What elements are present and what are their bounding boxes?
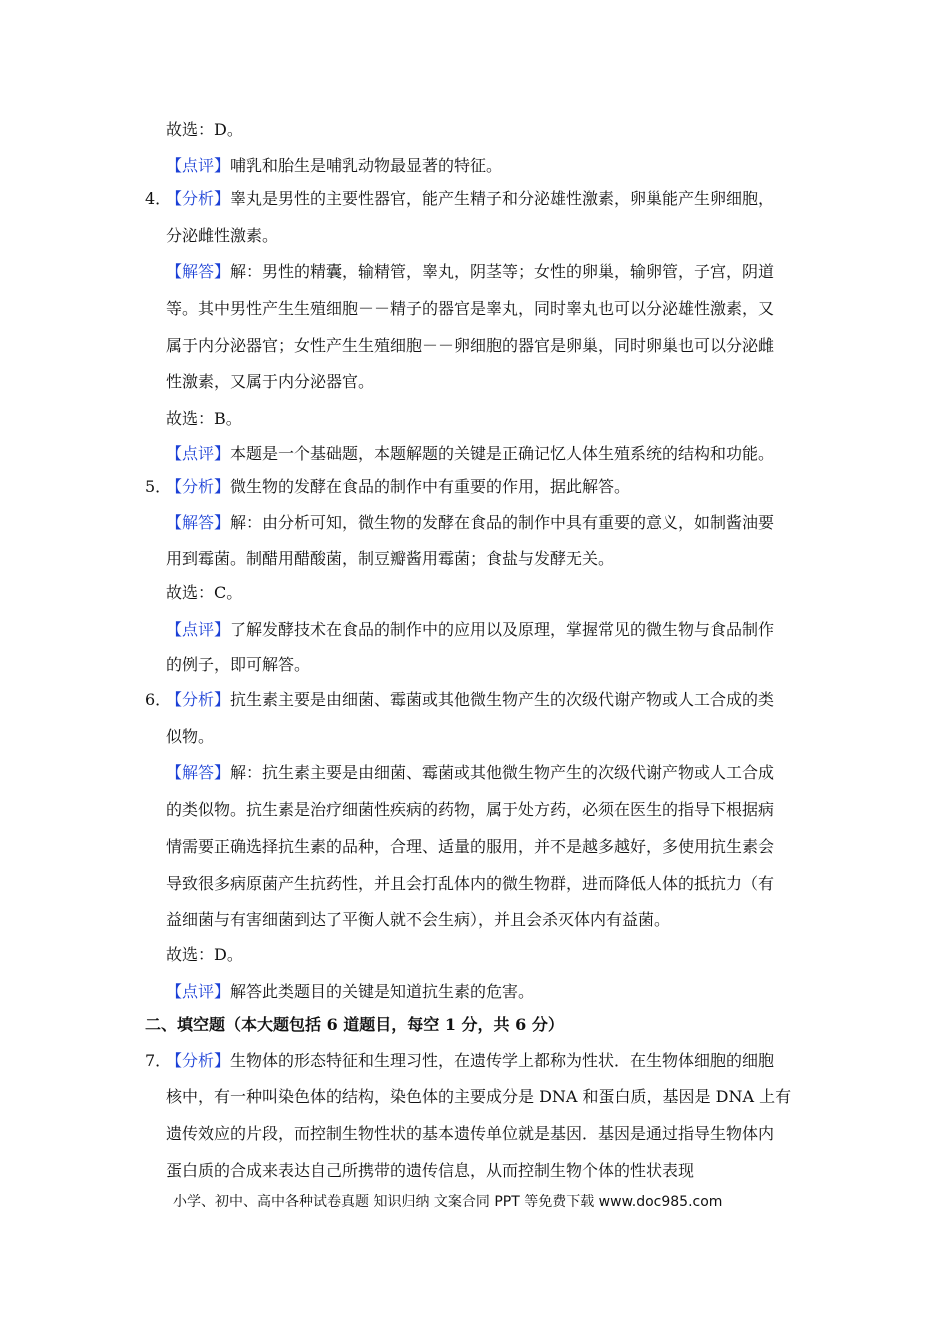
answer-text: 解：抗生素主要是由细菌、霉菌或其他微生物产生的次级代谢产物或人工合成 (230, 763, 775, 782)
comment-tag: 【点评】 (166, 156, 231, 175)
comment-text: 哺乳和胎生是哺乳动物最显著的特征。 (230, 156, 503, 175)
analysis-text: 睾丸是男性的主要性器官，能产生精子和分泌雄性激素，卵巢能产生卵细胞， (230, 189, 775, 208)
answer-tag: 【解答】 (166, 262, 231, 281)
comment-text: 本题是一个基础题，本题解题的关键是正确记忆人体生殖系统的结构和功能。 (230, 444, 775, 463)
analysis-text: 生物体的形态特征和生理习性，在遗传学上都称为性状．在生物体细胞的细胞 (230, 1051, 775, 1070)
answer-text: 解：男性的精囊，输精管，睾丸，阴茎等；女性的卵巢，输卵管，子宫，阴道 (230, 262, 775, 281)
analysis-tag: 【分析】 (166, 1051, 231, 1070)
comment-text: 解答此类题目的关键是知道抗生素的危害。 (230, 982, 535, 1001)
q7-analysis-cont: 蛋白质的合成来表达自己所携带的遗传信息，从而控制生物个体的性状表现 (166, 1161, 695, 1180)
q3-choice: 故选：D。 (166, 120, 243, 139)
question-number: 5． (145, 477, 172, 496)
q3-comment (166, 156, 502, 176)
question-number: 7． (145, 1051, 172, 1070)
analysis-tag: 【分析】 (166, 189, 231, 208)
q6-answer-cont: 导致很多病原菌产生抗药性，并且会打乱体内的微生物群，进而降低人体的抵抗力（有 (166, 874, 775, 893)
q6-comment (166, 982, 534, 1002)
q5-answer-cont: 用到霉菌。制醋用醋酸菌，制豆瓣酱用霉菌；食盐与发酵无关。 (166, 549, 615, 568)
comment-tag: 【点评】 (166, 444, 231, 463)
q7-analysis (166, 1051, 774, 1071)
answer-tag: 【解答】 (166, 763, 231, 782)
analysis-text: 抗生素主要是由细菌、霉菌或其他微生物产生的次级代谢产物或人工合成的类 (230, 690, 775, 709)
q5-analysis (166, 477, 630, 497)
analysis-tag: 【分析】 (166, 690, 231, 709)
q4-choice: 故选：B。 (166, 409, 242, 428)
analysis-tag: 【分析】 (166, 477, 231, 496)
answer-text: 解：由分析可知，微生物的发酵在食品的制作中具有重要的意义，如制酱油要 (230, 513, 775, 532)
q4-analysis (166, 189, 774, 209)
q4-answer (166, 262, 774, 282)
q5-answer (166, 513, 774, 533)
comment-tag: 【点评】 (166, 620, 231, 639)
q7-analysis-cont: 遗传效应的片段，而控制生物性状的基本遗传单位就是基因．基因是通过指导生物体内 (166, 1124, 775, 1143)
q6-answer-cont: 情需要正确选择抗生素的品种，合理、适量的服用，并不是越多越好，多使用抗生素会 (166, 837, 775, 856)
comment-text: 了解发酵技术在食品的制作中的应用以及原理，掌握常见的微生物与食品制作 (230, 620, 775, 639)
question-number: 4． (145, 189, 172, 208)
analysis-text: 微生物的发酵在食品的制作中有重要的作用，据此解答。 (230, 477, 631, 496)
q5-comment-cont: 的例子，即可解答。 (166, 655, 311, 674)
page-footer: 小学、初中、高中各种试卷真题 知识归纳 文案合同 PPT 等免费下载 www.doc985.com (173, 1194, 723, 1210)
q4-answer-cont: 等。其中男性产生生殖细胞－－精子的器官是睾丸，同时睾丸也可以分泌雄性激素，又 (166, 299, 775, 318)
q6-answer-cont: 益细菌与有害细菌到达了平衡人就不会生病），并且会杀灭体内有益菌。 (166, 910, 671, 929)
q4-comment (166, 444, 774, 464)
q6-choice: 故选：D。 (166, 945, 243, 964)
q4-answer-cont: 性激素，又属于内分泌器官。 (166, 372, 375, 391)
q5-choice: 故选：C。 (166, 583, 243, 602)
q7-analysis-cont: 核中，有一种叫染色体的结构，染色体的主要成分是 DNA 和蛋白质，基因是 DNA 上有 (166, 1087, 792, 1106)
q4-answer-cont: 属于内分泌器官；女性产生生殖细胞－－卵细胞的器官是卵巢，同时卵巢也可以分泌雌 (166, 336, 775, 355)
question-number: 6． (145, 690, 172, 709)
q4-analysis-cont: 分泌雌性激素。 (166, 226, 279, 245)
q6-answer (166, 763, 774, 783)
section-heading: 二、填空题（本大题包括 6 道题目，每空 1 分，共 6 分） (145, 1015, 564, 1034)
answer-tag: 【解答】 (166, 513, 231, 532)
q6-analysis (166, 690, 774, 710)
q6-answer-cont: 的类似物。抗生素是治疗细菌性疾病的药物，属于处方药，必须在医生的指导下根据病 (166, 800, 775, 819)
q5-comment (166, 620, 774, 640)
comment-tag: 【点评】 (166, 982, 231, 1001)
q6-analysis-cont: 似物。 (166, 727, 215, 746)
